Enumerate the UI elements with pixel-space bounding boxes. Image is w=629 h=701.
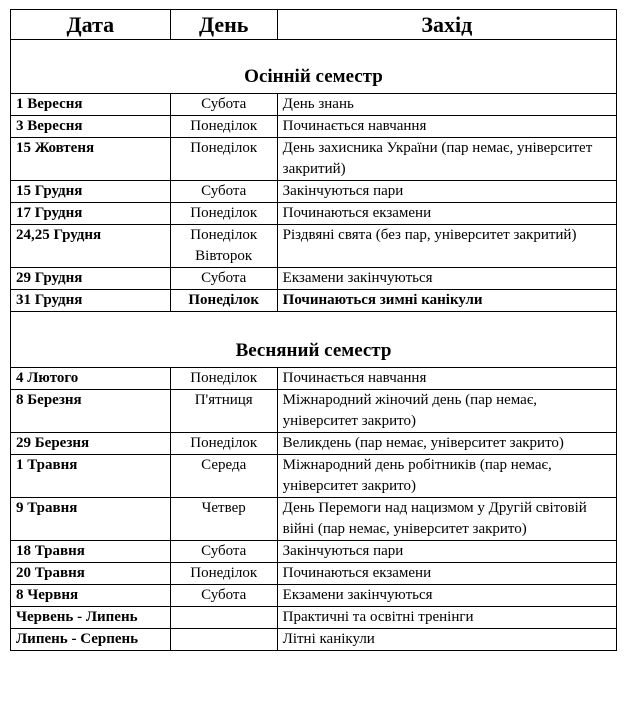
row-day: Субота xyxy=(170,585,277,607)
table-row xyxy=(11,498,617,541)
row-date: 15 Грудня xyxy=(11,181,171,203)
table-row xyxy=(11,455,617,498)
table-row xyxy=(11,268,617,290)
section-row-autumn xyxy=(11,40,617,94)
table-row xyxy=(11,541,617,563)
row-day: Середа xyxy=(170,455,277,498)
row-date: 24,25 Грудня xyxy=(11,225,171,268)
row-event: Починаються зимні канікули xyxy=(277,290,616,312)
row-date: 18 Травня xyxy=(11,541,171,563)
row-day: Субота xyxy=(170,181,277,203)
row-event: Починається навчання xyxy=(277,116,616,138)
row-date: 8 Березня xyxy=(11,390,171,433)
row-date: 31 Грудня xyxy=(11,290,171,312)
table-row xyxy=(11,116,617,138)
row-day: Понеділок xyxy=(170,563,277,585)
row-day: Понеділок xyxy=(170,138,277,181)
row-date: Червень - Липень xyxy=(11,607,171,629)
table-row xyxy=(11,629,617,651)
table-row xyxy=(11,563,617,585)
row-event: Міжнародний день робітників (пар немає, університет закрито) xyxy=(277,455,616,498)
table-row xyxy=(11,203,617,225)
table-row xyxy=(11,607,617,629)
table-row xyxy=(11,390,617,433)
row-date: 1 Вересня xyxy=(11,94,171,116)
table-row xyxy=(11,138,617,181)
row-day: Субота xyxy=(170,268,277,290)
section-title-spring: Весняний семестр xyxy=(11,312,617,368)
row-event: День знань xyxy=(277,94,616,116)
row-day: Понеділок xyxy=(170,116,277,138)
row-date: 1 Травня xyxy=(11,455,171,498)
row-day: Понеділок xyxy=(170,433,277,455)
table-row xyxy=(11,225,617,268)
table-row xyxy=(11,368,617,390)
row-date: 15 Жовтеня xyxy=(11,138,171,181)
row-date: 3 Вересня xyxy=(11,116,171,138)
row-day-second: Вівторок xyxy=(195,248,253,264)
row-day xyxy=(170,607,277,629)
header-event: Захід xyxy=(277,10,616,40)
row-event: Починаються екзамени xyxy=(277,203,616,225)
section-title-autumn: Осінній семестр xyxy=(11,40,617,94)
row-date: 4 Лютого xyxy=(11,368,171,390)
table-header-row xyxy=(11,10,617,40)
table-row xyxy=(11,585,617,607)
row-date: 20 Травня xyxy=(11,563,171,585)
row-day xyxy=(170,225,277,268)
row-day: Понеділок xyxy=(170,290,277,312)
row-event: Починається навчання xyxy=(277,368,616,390)
row-event: Великдень (пар немає, університет закрито) xyxy=(277,433,616,455)
row-event: Закінчуються пари xyxy=(277,181,616,203)
row-event: Літні канікули xyxy=(277,629,616,651)
row-day: Субота xyxy=(170,94,277,116)
row-date: 8 Червня xyxy=(11,585,171,607)
row-event: Практичні та освітні тренінги xyxy=(277,607,616,629)
row-event: День захисника України (пар немає, університет закритий) xyxy=(277,138,616,181)
table-row xyxy=(11,181,617,203)
row-event: Починаються екзамени xyxy=(277,563,616,585)
row-event: Закінчуються пари xyxy=(277,541,616,563)
row-date: 9 Травня xyxy=(11,498,171,541)
row-day: Понеділок xyxy=(170,203,277,225)
header-day: День xyxy=(170,10,277,40)
row-day: Четвер xyxy=(170,498,277,541)
academic-calendar-table xyxy=(10,9,617,651)
row-date: 29 Грудня xyxy=(11,268,171,290)
row-event: Різдвяні свята (без пар, університет закритий) xyxy=(277,225,616,268)
row-day: П'ятниця xyxy=(170,390,277,433)
row-event: Екзамени закінчуються xyxy=(277,585,616,607)
row-date: 29 Березня xyxy=(11,433,171,455)
row-date: 17 Грудня xyxy=(11,203,171,225)
row-day xyxy=(170,629,277,651)
row-day: Понеділок xyxy=(170,368,277,390)
row-event: День Перемоги над нацизмом у Другій світовій війні (пар немає, університет закрито) xyxy=(277,498,616,541)
row-day: Субота xyxy=(170,541,277,563)
table-row xyxy=(11,94,617,116)
row-date: Липень - Серпень xyxy=(11,629,171,651)
table-row xyxy=(11,433,617,455)
row-event: Екзамени закінчуються xyxy=(277,268,616,290)
table-row xyxy=(11,290,617,312)
row-day-first: Понеділок xyxy=(190,227,258,243)
section-row-spring xyxy=(11,312,617,368)
row-event: Міжнародний жіночий день (пар немає, університет закрито) xyxy=(277,390,616,433)
header-date: Дата xyxy=(11,10,171,40)
